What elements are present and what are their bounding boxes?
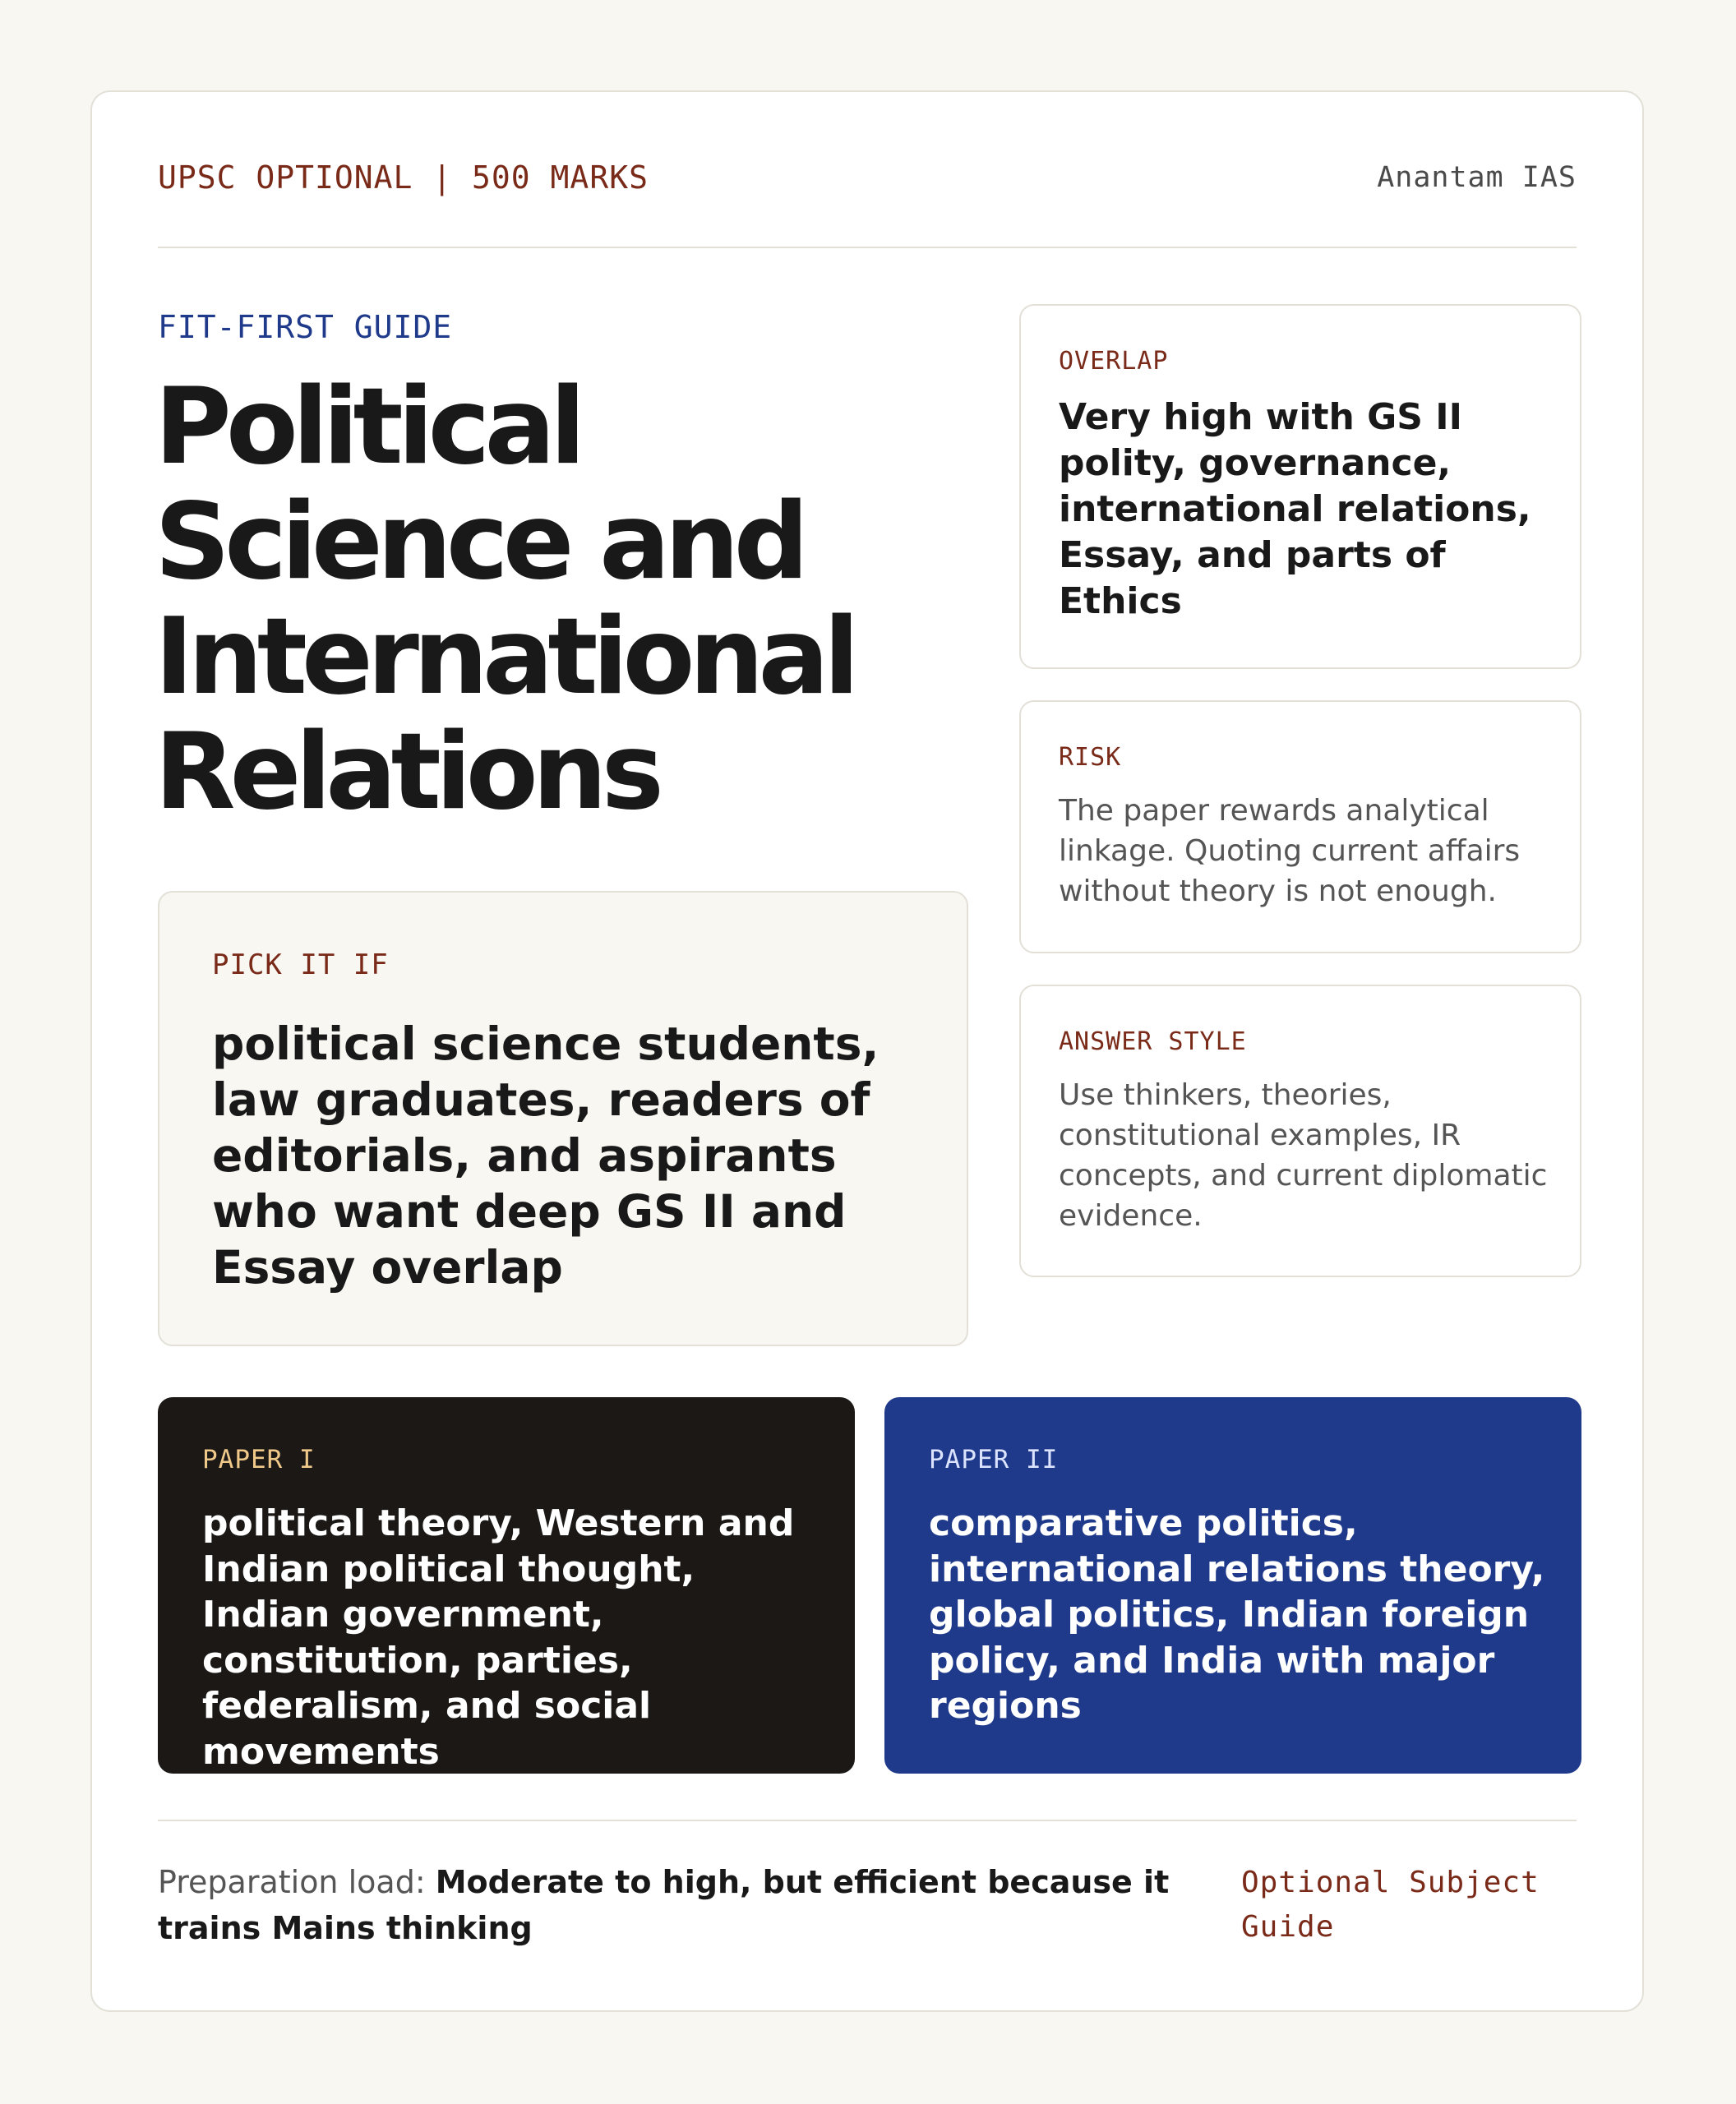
header-divider <box>158 247 1577 248</box>
preparation-load-label: Preparation load: <box>158 1864 426 1900</box>
paper-2-panel <box>884 1397 1581 1774</box>
preparation-load-value: Moderate to high, but efficient because it trains Mains thinking <box>158 1864 1170 1946</box>
overlap-label: OVERLAP <box>1059 347 1169 376</box>
guide-card <box>90 90 1644 2012</box>
guide-eyebrow: FIT-FIRST GUIDE <box>158 309 453 345</box>
header-exam-label: UPSC OPTIONAL | 500 MARKS <box>158 159 649 196</box>
risk-panel <box>1019 700 1581 953</box>
risk-label: RISK <box>1059 743 1122 772</box>
answer-style-text: Use thinkers, theories, constitutional examples, IR concepts, and current diplomatic evidence. <box>1059 1078 1548 1233</box>
paper-2-text: comparative politics, international relations theory, global politics, Indian foreign policy, and India with major regions <box>929 1502 1545 1727</box>
page-title: Political Science and International Relations <box>155 366 854 833</box>
risk-text: The paper rewards analytical linkage. Quoting current affairs without theory is not enough. <box>1059 794 1521 908</box>
preparation-load <box>158 1859 1226 1951</box>
pick-it-if-text: political science students, law graduates, readers of editorials, and aspirants who want deep GS II and Essay overlap <box>212 1017 880 1294</box>
overlap-text: Very high with GS II polity, governance, international relations, Essay, and parts of Ethics <box>1059 396 1531 622</box>
paper-1-text: political theory, Western and Indian political thought, Indian government, constitution, parties, federalism, and social movements <box>202 1502 795 1773</box>
footer-divider <box>158 1820 1577 1821</box>
paper-1-label: PAPER I <box>202 1445 316 1474</box>
pick-it-if-label: PICK IT IF <box>212 948 389 981</box>
header-brand: Anantam IAS <box>1377 161 1577 194</box>
answer-style-panel <box>1019 985 1581 1277</box>
footer-guide-label: Optional Subject Guide <box>1241 1866 1540 1944</box>
paper-1-panel <box>158 1397 855 1774</box>
answer-style-label: ANSWER STYLE <box>1059 1027 1247 1056</box>
paper-2-label: PAPER II <box>929 1445 1059 1474</box>
pick-it-if-panel <box>158 891 968 1346</box>
overlap-panel <box>1019 304 1581 669</box>
